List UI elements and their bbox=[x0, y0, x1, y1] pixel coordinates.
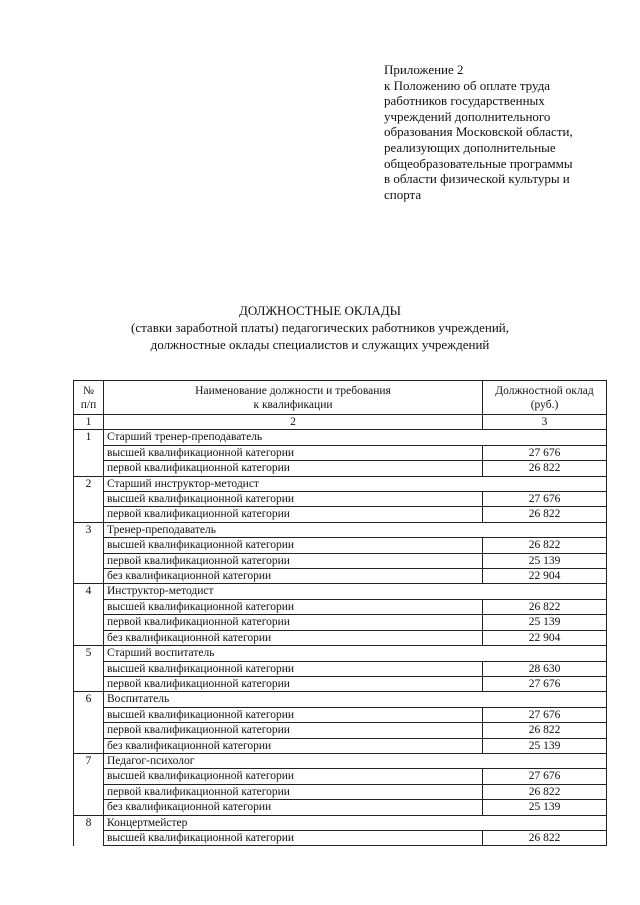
header-salary-cell bbox=[483, 381, 607, 415]
salary-cell: 22 904 bbox=[483, 630, 607, 645]
group-number-cell: 3 bbox=[74, 522, 104, 537]
group-empty-cell bbox=[483, 584, 607, 599]
column-number-cell: 1 bbox=[74, 415, 104, 430]
qualification-cell: первой квалификационной категории bbox=[104, 615, 483, 630]
salary-cell: 26 822 bbox=[483, 599, 607, 614]
salary-cell: 27 676 bbox=[483, 676, 607, 691]
group-empty-cell bbox=[483, 476, 607, 491]
document-title: ДОЛЖНОСТНЫЕ ОКЛАДЫ bbox=[238, 303, 401, 318]
salary-cell: 25 139 bbox=[483, 800, 607, 815]
qualification-cell: без квалификационной категории bbox=[104, 738, 483, 753]
column-number-row bbox=[74, 415, 607, 430]
appendix-line: в области физической культуры и bbox=[384, 171, 570, 187]
group-title-cell: Старший инструктор-методист bbox=[104, 476, 483, 491]
salary-cell: 26 822 bbox=[483, 723, 607, 738]
row-number-cell bbox=[74, 507, 104, 522]
group-number-cell: 4 bbox=[74, 584, 104, 599]
table-row bbox=[74, 800, 607, 815]
table-group-row bbox=[74, 753, 607, 768]
row-number-cell bbox=[74, 738, 104, 753]
header-num-cell bbox=[74, 381, 104, 415]
table-header-row bbox=[74, 381, 607, 415]
row-number-cell bbox=[74, 538, 104, 553]
salary-cell: 26 822 bbox=[483, 830, 607, 845]
table-row bbox=[74, 599, 607, 614]
qualification-cell: высшей квалификационной категории bbox=[104, 769, 483, 784]
row-number-cell bbox=[74, 707, 104, 722]
appendix-line: учреждений дополнительного bbox=[384, 108, 551, 124]
table-group-row bbox=[74, 584, 607, 599]
qualification-cell: высшей квалификационной категории bbox=[104, 599, 483, 614]
appendix-line: Приложение 2 bbox=[384, 62, 464, 77]
group-title-cell: Тренер-преподаватель bbox=[104, 522, 483, 537]
qualification-cell: первой квалификационной категории bbox=[104, 553, 483, 568]
group-number-cell: 6 bbox=[74, 692, 104, 707]
header-salary-line: Должностной оклад bbox=[495, 385, 594, 397]
appendix-line: работников государственных bbox=[384, 93, 545, 109]
row-number-cell bbox=[74, 553, 104, 568]
table-row bbox=[74, 569, 607, 584]
group-number-cell: 5 bbox=[74, 646, 104, 661]
table-row bbox=[74, 507, 607, 522]
qualification-cell: высшей квалификационной категории bbox=[104, 830, 483, 845]
salary-cell: 25 139 bbox=[483, 738, 607, 753]
header-salary-line: (руб.) bbox=[530, 399, 559, 411]
table-row bbox=[74, 492, 607, 507]
qualification-cell: высшей квалификационной категории bbox=[104, 538, 483, 553]
group-empty-cell bbox=[483, 692, 607, 707]
appendix-line: спорта bbox=[384, 186, 422, 202]
group-title-cell: Педагог-психолог bbox=[104, 753, 483, 768]
row-number-cell bbox=[74, 461, 104, 476]
row-number-cell bbox=[74, 661, 104, 676]
group-title-cell: Воспитатель bbox=[104, 692, 483, 707]
table-row bbox=[74, 830, 607, 845]
column-number-cell: 2 bbox=[104, 415, 483, 430]
salary-table bbox=[73, 380, 607, 846]
row-number-cell bbox=[74, 830, 104, 845]
group-number-cell: 8 bbox=[74, 815, 104, 830]
table-row bbox=[74, 553, 607, 568]
table-row bbox=[74, 661, 607, 676]
salary-cell: 27 676 bbox=[483, 492, 607, 507]
row-number-cell bbox=[74, 599, 104, 614]
salary-cell: 26 822 bbox=[483, 507, 607, 522]
header-name-line: к квалификации bbox=[253, 399, 333, 411]
document-subtitle-line: (ставки заработной платы) педагогических работников учреждений, bbox=[130, 320, 509, 335]
document-subtitle-line: должностные оклады специалистов и служащих учреждений bbox=[150, 337, 490, 352]
salary-cell: 26 822 bbox=[483, 461, 607, 476]
qualification-cell: первой квалификационной категории bbox=[104, 461, 483, 476]
table-row bbox=[74, 707, 607, 722]
group-empty-cell bbox=[483, 646, 607, 661]
qualification-cell: без квалификационной категории bbox=[104, 800, 483, 815]
table-row bbox=[74, 615, 607, 630]
appendix-line: к Положению об оплате труда bbox=[384, 77, 551, 93]
salary-cell: 25 139 bbox=[483, 553, 607, 568]
salary-cell: 22 904 bbox=[483, 569, 607, 584]
table-group-row bbox=[74, 692, 607, 707]
group-title-cell: Старший тренер-преподаватель bbox=[104, 430, 483, 445]
group-title-cell: Концертмейстер bbox=[104, 815, 483, 830]
qualification-cell: без квалификационной категории bbox=[104, 569, 483, 584]
appendix-line: образования Московской области, bbox=[384, 124, 573, 140]
header-num-line: п/п bbox=[80, 399, 97, 411]
group-number-cell: 7 bbox=[74, 753, 104, 768]
table-row bbox=[74, 769, 607, 784]
salary-cell: 27 676 bbox=[483, 445, 607, 460]
group-empty-cell bbox=[483, 815, 607, 830]
row-number-cell bbox=[74, 569, 104, 584]
column-number-cell: 3 bbox=[483, 415, 607, 430]
salary-cell: 27 676 bbox=[483, 769, 607, 784]
table-row bbox=[74, 445, 607, 460]
row-number-cell bbox=[74, 630, 104, 645]
group-title-cell: Инструктор-методист bbox=[104, 584, 483, 599]
row-number-cell bbox=[74, 676, 104, 691]
table-row bbox=[74, 538, 607, 553]
table-row bbox=[74, 738, 607, 753]
salary-cell: 28 630 bbox=[483, 661, 607, 676]
group-title-cell: Старший воспитатель bbox=[104, 646, 483, 661]
group-empty-cell bbox=[483, 522, 607, 537]
table-group-row bbox=[74, 430, 607, 445]
salary-cell: 26 822 bbox=[483, 784, 607, 799]
qualification-cell: первой квалификационной категории bbox=[104, 507, 483, 522]
qualification-cell: высшей квалификационной категории bbox=[104, 661, 483, 676]
salary-cell: 27 676 bbox=[483, 707, 607, 722]
table-group-row bbox=[74, 522, 607, 537]
table-group-row bbox=[74, 815, 607, 830]
row-number-cell bbox=[74, 445, 104, 460]
header-num-line: № bbox=[83, 385, 94, 397]
header-name-cell bbox=[104, 381, 483, 415]
group-number-cell: 2 bbox=[74, 476, 104, 491]
row-number-cell bbox=[74, 615, 104, 630]
appendix-line: общеобразовательные программы bbox=[384, 155, 573, 171]
qualification-cell: высшей квалификационной категории bbox=[104, 492, 483, 507]
table-row bbox=[74, 723, 607, 738]
table-row bbox=[74, 676, 607, 691]
qualification-cell: без квалификационной категории bbox=[104, 630, 483, 645]
salary-cell: 26 822 bbox=[483, 538, 607, 553]
salary-cell: 25 139 bbox=[483, 615, 607, 630]
table-group-row bbox=[74, 646, 607, 661]
row-number-cell bbox=[74, 769, 104, 784]
group-number-cell: 1 bbox=[74, 430, 104, 445]
qualification-cell: первой квалификационной категории bbox=[104, 676, 483, 691]
table-group-row bbox=[74, 476, 607, 491]
qualification-cell: первой квалификационной категории bbox=[104, 723, 483, 738]
row-number-cell bbox=[74, 723, 104, 738]
table-row bbox=[74, 784, 607, 799]
qualification-cell: первой квалификационной категории bbox=[104, 784, 483, 799]
table-row bbox=[74, 630, 607, 645]
appendix-block bbox=[384, 62, 624, 202]
table-row bbox=[74, 461, 607, 476]
document-heading bbox=[0, 302, 640, 353]
appendix-line: реализующих дополнительные bbox=[384, 139, 556, 155]
group-empty-cell bbox=[483, 753, 607, 768]
qualification-cell: высшей квалификационной категории bbox=[104, 707, 483, 722]
group-empty-cell bbox=[483, 430, 607, 445]
header-name-line: Наименование должности и требования bbox=[195, 385, 391, 397]
row-number-cell bbox=[74, 800, 104, 815]
row-number-cell bbox=[74, 492, 104, 507]
row-number-cell bbox=[74, 784, 104, 799]
qualification-cell: высшей квалификационной категории bbox=[104, 445, 483, 460]
